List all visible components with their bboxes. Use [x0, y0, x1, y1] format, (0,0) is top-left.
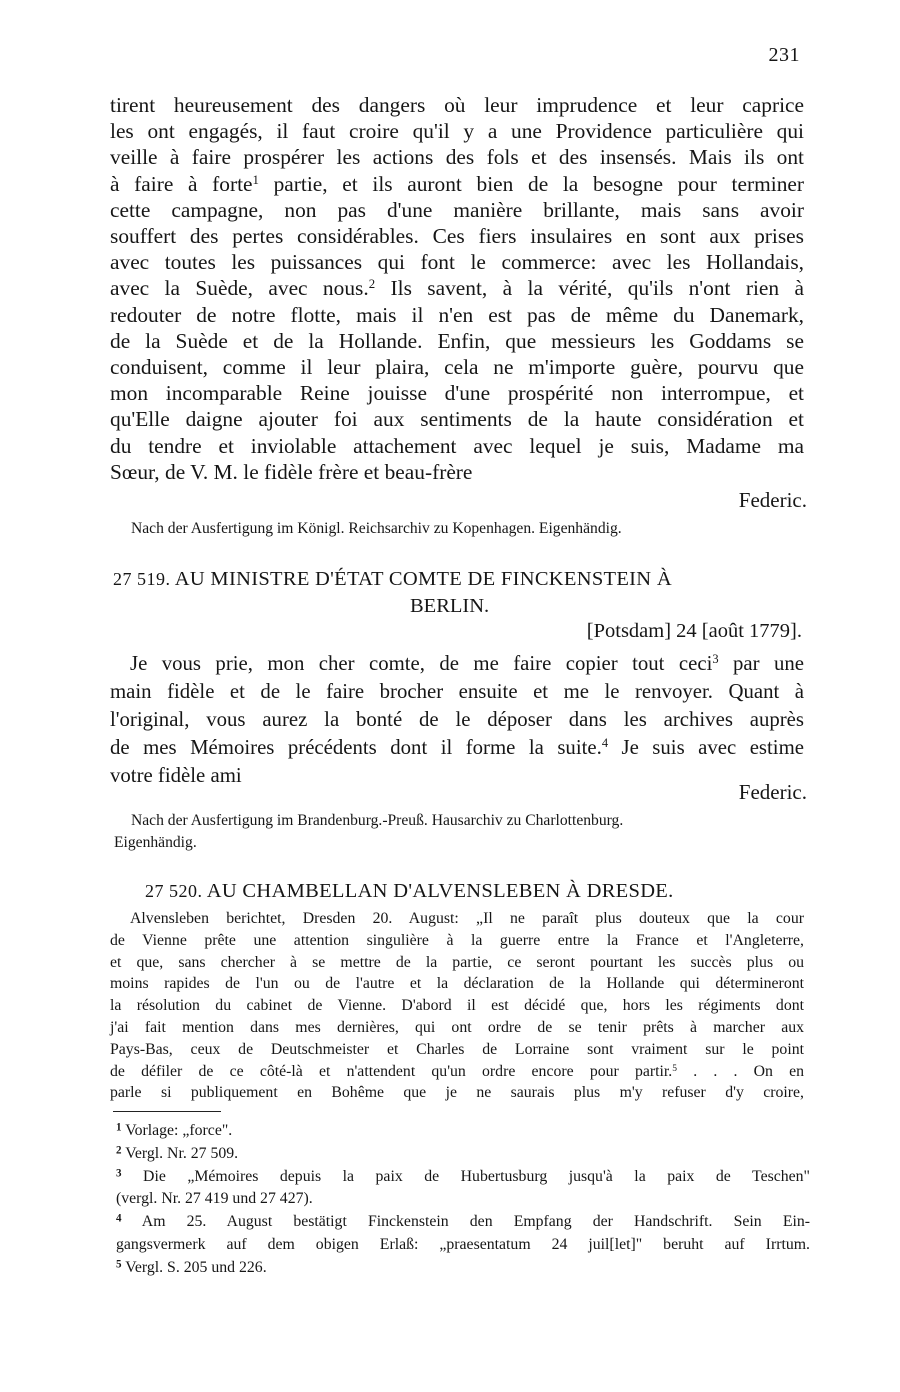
source-note	[114, 810, 811, 854]
footnote-separator	[113, 1111, 221, 1112]
source-note: Nach der Ausfertigung im Königl. Reichsarchiv zu Kopenhagen. Eigenhändig.	[131, 520, 622, 537]
footnote-text: Vergl. S. 205 und 226.	[125, 1258, 267, 1276]
text-line: l'original, vous aurez la bonté de le déposer dans les archives auprès	[110, 708, 804, 731]
text-line: j'ai fait mention dans mes dernières, qui ont ordre de se tenir prêts à marcher aux	[110, 1018, 804, 1036]
text-line: redouter de notre flotte, mais il n'en est pas de même du Danemark,	[110, 302, 804, 327]
letter-body	[110, 92, 804, 485]
text-line: Alvensleben berichtet, Dresden 20. August: „Il ne paraît plus douteux que la cour	[130, 910, 804, 927]
text-segment: à faire à forte	[110, 171, 253, 196]
dateline: [Potsdam] 24 [août 1779].	[586, 620, 802, 642]
source-line: Eigenhändig.	[114, 834, 197, 851]
footnote-mark: 1	[116, 1121, 122, 1134]
footnote-text: Die „Mémoires depuis la paix de Hubertusburg jusqu'à la paix de Teschen"	[143, 1167, 810, 1185]
footnote	[116, 1211, 810, 1234]
text-line: conduisent, comme il leur plaira, cela ne m'importe guère, pourvu que	[110, 355, 804, 380]
text-line: Pays-Bas, ceux de Deutschmeister et Charles de Lorraine sont vraiment sur le point	[110, 1040, 804, 1058]
text-line: de la Suède et de la Hollande. Enfin, que messieurs les Goddams se	[110, 328, 804, 353]
text-line: de Vienne prête une attention singulière à la guerre entre la France et l'Angleterre,	[110, 931, 804, 949]
text-line: mon incomparable Reine jouisse d'une prospérité non interrompue, et	[110, 381, 804, 406]
text-line: moins rapides de l'un ou de l'autre et la déclaration de la Hollande qui détermineront	[110, 975, 804, 993]
signature: Federic.	[738, 488, 807, 512]
text-line: du tendre et inviolable attachement avec lequel je suis, Madame ma	[110, 433, 804, 458]
text-segment: Je vous prie, mon cher comte, de me faire copier tout ceci	[130, 652, 713, 675]
letter-number: 27 520.	[145, 881, 203, 901]
footnotes	[116, 1120, 810, 1280]
footnote-text: Vergl. Nr. 27 509.	[125, 1144, 239, 1162]
text-line	[110, 650, 804, 678]
footnote	[116, 1143, 810, 1166]
text-line: et que, sans chercher à se mettre de la partie, ce seront pourtant les succès plus ou	[110, 953, 804, 971]
text-line: Sœur, de V. M. le fidèle frère et beau-frère	[110, 459, 473, 484]
text-segment: avec la Suède, avec nous.	[110, 276, 369, 301]
text-line	[110, 1061, 804, 1083]
page-number: 231	[768, 44, 800, 66]
text-line	[110, 171, 804, 197]
footnote-continuation: gangsvermerk auf dem obigen Erlaß: „praesentatum 24 juil[let]" beruht auf Irrtum.	[116, 1235, 810, 1253]
footnote-ref: 5	[672, 1063, 677, 1074]
letter-recipient-line2: BERLIN.	[410, 595, 490, 617]
letter-recipient: AU MINISTRE D'ÉTAT COMTE DE FINCKENSTEIN À	[174, 568, 672, 590]
text-line: souffert des pertes considérables. Ces fiers insulaires en sont aux prises	[110, 224, 804, 249]
footnote-mark: 2	[116, 1144, 122, 1157]
letter-heading	[113, 568, 807, 591]
text-line	[110, 275, 804, 301]
text-segment: de mes Mémoires précédents dont il forme la suite.	[110, 736, 602, 759]
footnote-mark: 3	[116, 1167, 122, 1180]
text-line: avec toutes les puissances qui font le commerce: avec les Hollandais,	[110, 250, 804, 275]
text-segment: de défiler de ce côté-là et n'attendent qu'un ordre encore pour partir.	[110, 1062, 673, 1080]
letter-heading	[145, 880, 839, 903]
signature: Federic.	[738, 780, 807, 804]
footnote-ref: 3	[712, 652, 719, 667]
text-line: les ont engagés, il faut croire qu'il y a une Providence particulière qui	[110, 119, 804, 144]
text-line	[110, 734, 804, 762]
text-line: cette campagne, non pas d'une manière brillante, mais sans avoir	[110, 197, 804, 222]
footnote-ref: 2	[368, 277, 376, 292]
text-line: veille à faire prospérer les actions des fols et des insensés. Mais ils ont	[110, 145, 804, 170]
footnote-text: Am 25. August bestätigt Finckenstein den Empfang der Handschrift. Sein Ein-	[141, 1213, 811, 1231]
letter-number: 27 519.	[113, 569, 171, 589]
footnote	[116, 1120, 810, 1143]
footnote-mark: 5	[116, 1258, 122, 1271]
text-line: main fidèle et de le faire brocher ensuite et me le renvoyer. Quant à	[110, 680, 804, 703]
footnote-text: Vorlage: „force".	[125, 1122, 233, 1139]
footnote-ref: 1	[252, 172, 259, 187]
text-line: votre fidèle ami	[110, 764, 242, 787]
text-segment: . . . On en	[677, 1062, 805, 1080]
footnote-continuation: (vergl. Nr. 27 419 und 27 427).	[116, 1190, 313, 1208]
report-excerpt	[110, 908, 804, 1104]
text-line: parle si publiquement en Bohême que je ne saurais plus m'y refuser d'y croire,	[110, 1084, 804, 1102]
footnote	[116, 1166, 810, 1189]
footnote	[116, 1257, 810, 1280]
text-segment: partie, et ils auront bien de la besogne pour terminer	[258, 171, 805, 196]
letter-recipient: AU CHAMBELLAN D'ALVENSLEBEN À DRESDE.	[206, 880, 674, 902]
source-line: Nach der Ausfertigung im Brandenburg.-Preuß. Hausarchiv zu Charlottenburg.	[131, 812, 624, 829]
text-line: tirent heureusement des dangers où leur imprudence et leur caprice	[110, 93, 804, 117]
letter-body	[110, 650, 804, 790]
text-segment: Je suis avec estime	[608, 736, 804, 759]
text-line: qu'Elle daigne ajouter foi aux sentiments de la haute considération et	[110, 407, 804, 432]
text-line: la résolution du cabinet de Vienne. D'abord il est décidé que, hors les régiments dont	[110, 997, 804, 1015]
text-segment: par une	[718, 652, 804, 675]
footnote-ref: 4	[601, 736, 609, 751]
footnote-mark: 4	[116, 1212, 122, 1225]
text-segment: Ils savent, à la vérité, qu'ils n'ont rien à	[375, 276, 804, 301]
